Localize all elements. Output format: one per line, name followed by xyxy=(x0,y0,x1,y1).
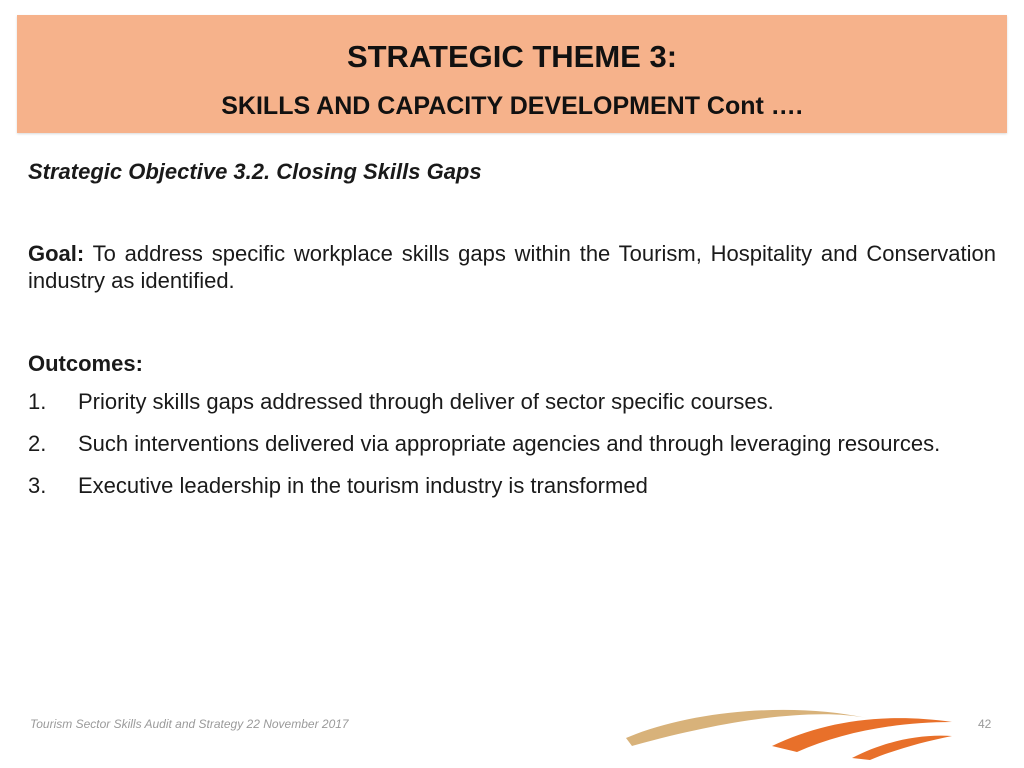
list-item xyxy=(28,472,996,499)
outcomes-list xyxy=(28,388,996,499)
page-number: 42 xyxy=(978,717,992,731)
list-item xyxy=(28,388,996,415)
footer-text: Tourism Sector Skills Audit and Strategy 22 November 2017 xyxy=(30,717,349,731)
list-item-text: Priority skills gaps addressed through deliver of sector specific courses. xyxy=(78,389,774,414)
swoosh-orange-stroke xyxy=(772,718,952,752)
list-item-text: Executive leadership in the tourism industry is transformed xyxy=(78,473,648,498)
swoosh-logo-icon xyxy=(622,700,957,760)
list-item-number: 3. xyxy=(28,473,47,498)
goal-label: Goal: xyxy=(28,241,85,266)
strategic-objective: Strategic Objective 3.2. Closing Skills Gaps xyxy=(28,159,482,184)
list-item-number: 1. xyxy=(28,389,47,414)
slide-subtitle: SKILLS AND CAPACITY DEVELOPMENT Cont …. xyxy=(221,92,803,120)
slide-content xyxy=(28,156,996,514)
list-item-number: 2. xyxy=(28,431,47,456)
title-banner xyxy=(17,15,1007,133)
goal-text: To address specific workplace skills gaps within the Tourism, Hospitality and Conservation industry as identified. xyxy=(28,241,996,293)
outcomes-heading: Outcomes: xyxy=(28,351,143,376)
goal-paragraph xyxy=(28,240,996,294)
swoosh-orange-stroke-small xyxy=(852,736,952,760)
list-item-text: Such interventions delivered via appropriate agencies and through leveraging resources. xyxy=(78,431,941,456)
slide-title: STRATEGIC THEME 3: xyxy=(346,39,678,74)
list-item xyxy=(28,430,996,457)
